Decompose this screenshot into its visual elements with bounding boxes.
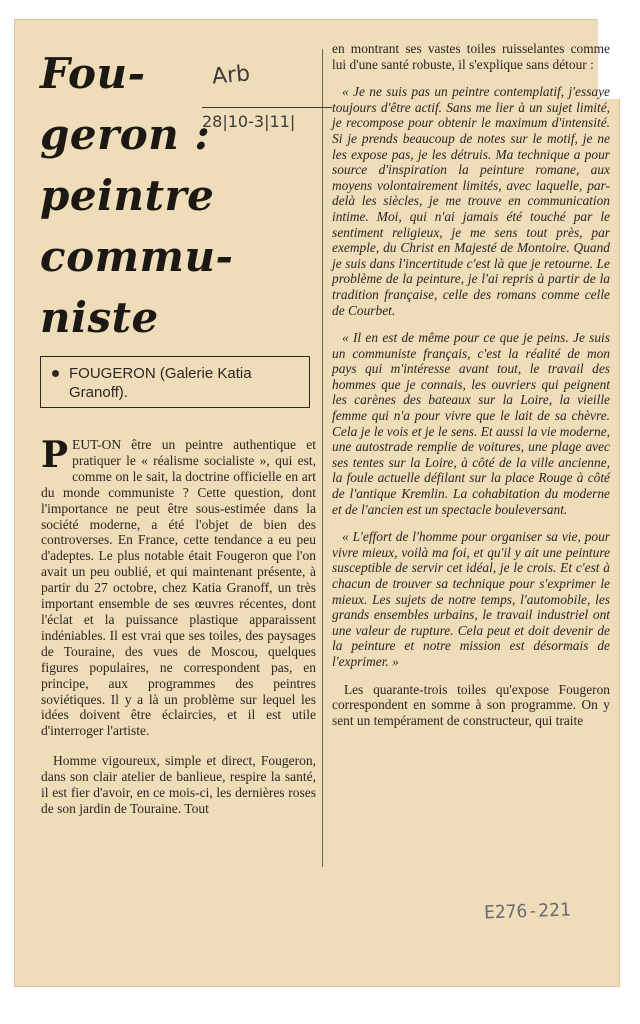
headline-line: niste <box>40 293 159 342</box>
quote-paragraph: « Il en est de même pour ce que je peins. Je suis un communiste français, c'est la réalité de mon pays qui m'intéresse avant tout, le travail des hommes que je connais, les ouvriers qui peignent les carènes des bateaux sur la Loire, la vieille femme qui n'a pour vivre que le lait de sa chèvre. Cela je le vois et je le sens. Et aussi la vie moderne, une autostrade remplie de voitures, une plage avec ses tentes sur la Loire, à côté de la ville ancienne, la foule actuelle défilant sur la place Rouge à côté de l'antique Kremlin. La cohabitation du moderne et de l'ancien est un spectacle bouleversant. <box>332 330 610 517</box>
article-paragraph: Les quarante-trois toiles qu'expose Fougeron correspondent en somme à son programme. On y sent un tempérament de constructeur, qui traite <box>332 681 610 728</box>
left-column <box>41 434 316 831</box>
headline <box>40 43 310 348</box>
article-paragraph <box>41 434 316 739</box>
quote-paragraph: « L'effort de l'homme pour organiser sa vie, pour vivre mieux, voilà ma foi, et qu'il y ait une peinture susceptible de servir cet idéal, je le crois. Et c'est à chacun de trouver sa technique pour s'exprimer le mieux. Les sujets de notre temps, l'automobile, les grands ensembles urbains, le travail industriel ont une valeur de rupture. Cela peut et doit devenir de la peinture et notre mission est désormais de l'exprimer. » <box>332 529 610 669</box>
article-paragraph: en montrant ses vastes toiles ruisselantes comme lui d'une santé robuste, il s'explique sans détour : <box>332 41 610 72</box>
article-paragraph: Homme vigoureux, simple et direct, Fougeron, dans son clair atelier de banlieue, respire la santé, il est fier d'avoir, en ce mois-ci, les dernières roses de son jardin de Touraine. Tout <box>41 753 316 816</box>
exhibition-info-text: FOUGERON (Galerie Katia Granoff). <box>69 365 252 401</box>
newspaper-clipping <box>14 19 620 987</box>
paragraph-text: EUT-ON être un peintre authentique et pratiquer le « réalisme socialiste », qui est, comme on le sait, la doctrine officielle en art du monde communiste ? Cette question, dont l'importance ne peut être sous-estimée dans la société moderne, a été l'objet de bien des controverses. En France, cette tendance a eu peu d'adeptes. Le plus notable était Fougeron que l'on avait un peu oublié, et qui maintenant présente, à partir du 27 octobre, chez Katia Granoff, un très important ensemble de ses œuvres récentes, dont l'éclat et la puissance plastique apparaissent indéniables. Il est vrai que ses toiles, des paysages de Touraine, des vues de Moscou, quelques figures populaires, ne correspondent pas, en principe, aux programmes des peintres soviétiques. Il y a là un problème sur lequel les idées doivent être éclaircies, et il est utile d'interroger l'artiste. <box>41 437 316 739</box>
headline-line: commu- <box>40 232 234 281</box>
drop-cap: P <box>41 434 69 476</box>
archive-number: E276-221 <box>483 899 572 924</box>
headline-line: Fou- <box>40 49 146 98</box>
handwritten-date: 28|10-3|11| <box>202 107 332 131</box>
bullet-icon <box>52 370 59 377</box>
exhibition-info-box <box>40 356 310 408</box>
headline-line: peintre <box>40 171 215 220</box>
handwritten-category: Arb <box>210 61 252 90</box>
headline-line: geron : <box>40 110 211 159</box>
quote-paragraph: « Je ne suis pas un peintre contemplatif, j'essaye toujours d'être actif. Sans me lier à un sujet limité, je recompose pour obtenir le maximum d'intensité. Si je prends beaucoup de notes sur le motif, je ne les expose pas, je les détruis. Ma technique a pour source d'inspiration la peinture romane, aux moyens volontairement limités, avec laquelle, par-delà les siècles, je me trouve en communication intime. Moi, qui n'ai jamais été touché par le sentiment religieux, je me sens tout près, par exemple, du Christ en Majesté de Montoire. Quand je suis dans l'incertitude c'est là que je retourne. Le problème de la peinture, je l'ai repris à partir de la tradition française, celle des romans comme celle de Courbet. <box>332 84 610 318</box>
right-column <box>332 41 610 740</box>
column-divider <box>322 49 323 867</box>
